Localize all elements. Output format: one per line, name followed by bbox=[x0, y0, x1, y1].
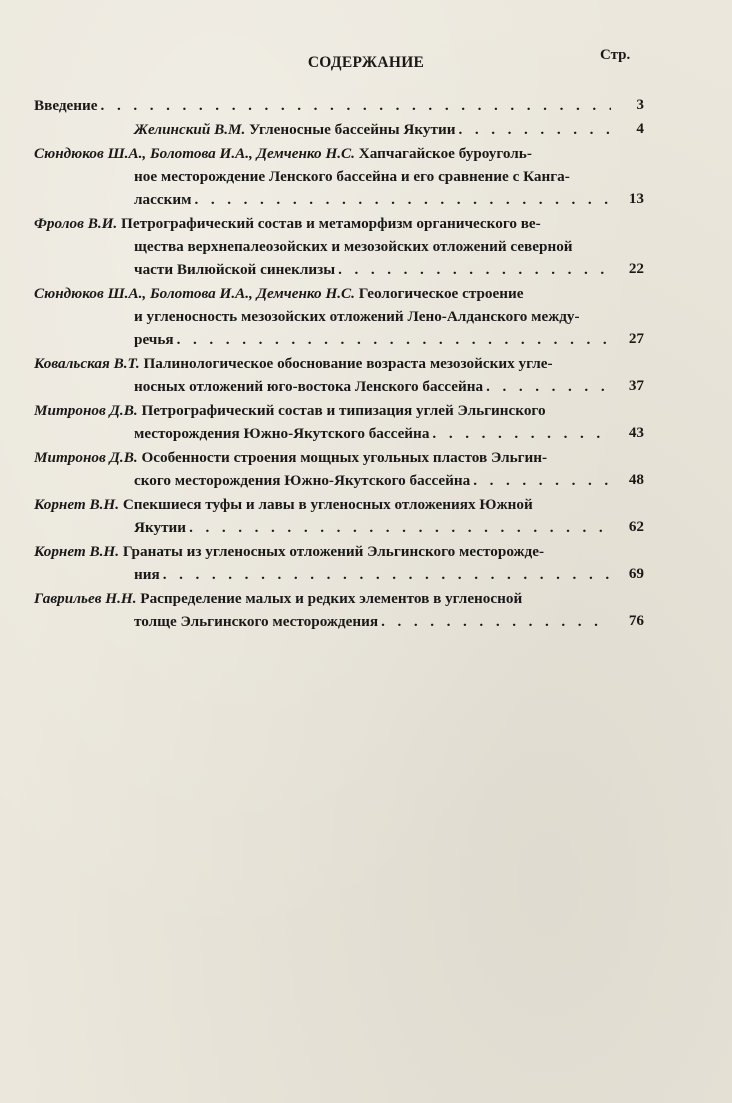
dot-leader bbox=[189, 516, 611, 539]
entry-title-line: ского месторождения Южно-Якутского бассейна bbox=[134, 472, 471, 489]
entry-author: Сюндюков Ш.А., Болотова И.А., Демченко Н.С. bbox=[34, 145, 355, 162]
dot-leader bbox=[458, 118, 611, 141]
toc-entry[interactable] bbox=[34, 118, 644, 141]
page-title: СОДЕРЖАНИЕ bbox=[307, 54, 425, 71]
entry-title-line: Спекшиеся туфы и лавы в угленосных отложениях Южной bbox=[122, 496, 533, 513]
entry-title-line: месторождения Южно-Якутского бассейна bbox=[134, 425, 430, 442]
entry-author: Сюндюков Ш.А., Болотова И.А., Демченко Н.С. bbox=[34, 285, 355, 302]
entry-title-line: носных отложений юго-востока Ленского бассейна bbox=[134, 378, 484, 395]
dot-leader bbox=[381, 610, 611, 633]
toc-entry[interactable] bbox=[34, 493, 644, 539]
dot-leader bbox=[163, 563, 611, 586]
toc-entry[interactable] bbox=[34, 587, 644, 633]
entry-author: Ковальская В.Т. bbox=[34, 355, 140, 372]
table-of-contents bbox=[34, 94, 644, 634]
entry-author: Желинский В.М. bbox=[134, 121, 246, 138]
toc-entry[interactable] bbox=[34, 142, 644, 211]
toc-entry[interactable] bbox=[34, 540, 644, 586]
entry-title-line: ласским bbox=[134, 191, 192, 208]
entry-author: Гаврильев Н.Н. bbox=[34, 590, 137, 607]
entry-title-line: Хапчагайское буроуголь- bbox=[358, 145, 532, 162]
entry-title-line: Введение bbox=[34, 97, 98, 114]
page-number: 62 bbox=[628, 518, 644, 535]
entry-title-line: Распределение малых и редких элементов в угленосной bbox=[140, 590, 523, 607]
toc-entry[interactable] bbox=[34, 94, 644, 117]
page-number: 3 bbox=[636, 96, 644, 113]
page-number: 76 bbox=[628, 612, 644, 629]
entry-title-line: ное месторождение Ленского бассейна и его сравнение с Канга- bbox=[134, 168, 570, 185]
entry-title-line: и угленосность мезозойских отложений Лено-Алданского между- bbox=[134, 308, 580, 325]
entry-title-line: Особенности строения мощных угольных пластов Эльгин- bbox=[141, 449, 548, 466]
entry-title-line: толще Эльгинского месторождения bbox=[134, 613, 379, 630]
dot-leader bbox=[177, 328, 611, 351]
entry-title-line: части Вилюйской синеклизы bbox=[134, 261, 336, 278]
entry-title-line: Петрографический состав и метаморфизм органического ве- bbox=[121, 215, 541, 232]
toc-entry[interactable] bbox=[34, 352, 644, 398]
page-number: 4 bbox=[636, 120, 644, 137]
entry-author: Митронов Д.В. bbox=[34, 449, 138, 466]
dot-leader bbox=[432, 422, 611, 445]
entry-title-line: Гранаты из угленосных отложений Эльгинского месторожде- bbox=[122, 543, 545, 560]
page-number: 69 bbox=[628, 565, 644, 582]
page-number: 48 bbox=[628, 471, 644, 488]
entry-title-line: щества верхнепалеозойских и мезозойских отложений северной bbox=[134, 238, 573, 255]
dot-leader bbox=[194, 188, 611, 211]
toc-entry[interactable] bbox=[34, 282, 644, 351]
entry-title-line: Геологическое строение bbox=[358, 285, 524, 302]
entry-title-line: ния bbox=[134, 566, 160, 583]
entry-title-line: Петрографический состав и типизация углей Эльгинского bbox=[141, 402, 546, 419]
entry-author: Корнет В.Н. bbox=[34, 496, 120, 513]
dot-leader bbox=[101, 94, 611, 117]
entry-title-line: Угленосные бассейны Якутии bbox=[249, 121, 456, 138]
entry-author: Митронов Д.В. bbox=[34, 402, 138, 419]
dot-leader bbox=[486, 375, 611, 398]
page-number: 13 bbox=[628, 190, 644, 207]
page-number: 22 bbox=[628, 260, 644, 277]
page-number: 27 bbox=[628, 330, 644, 347]
entry-title-line: речья bbox=[134, 331, 174, 348]
toc-entry[interactable] bbox=[34, 212, 644, 281]
dot-leader bbox=[473, 469, 611, 492]
toc-entry[interactable] bbox=[34, 446, 644, 492]
entry-author: Фролов В.И. bbox=[34, 215, 118, 232]
page-number: 43 bbox=[628, 424, 644, 441]
page-column-label: Стр. bbox=[600, 47, 631, 63]
toc-entry[interactable] bbox=[34, 399, 644, 445]
entry-title-line: Якутии bbox=[134, 519, 187, 536]
entry-author: Корнет В.Н. bbox=[34, 543, 120, 560]
page-number: 37 bbox=[628, 377, 644, 394]
entry-title-line: Палинологическое обоснование возраста мезозойских угле- bbox=[143, 355, 553, 372]
dot-leader bbox=[338, 258, 611, 281]
